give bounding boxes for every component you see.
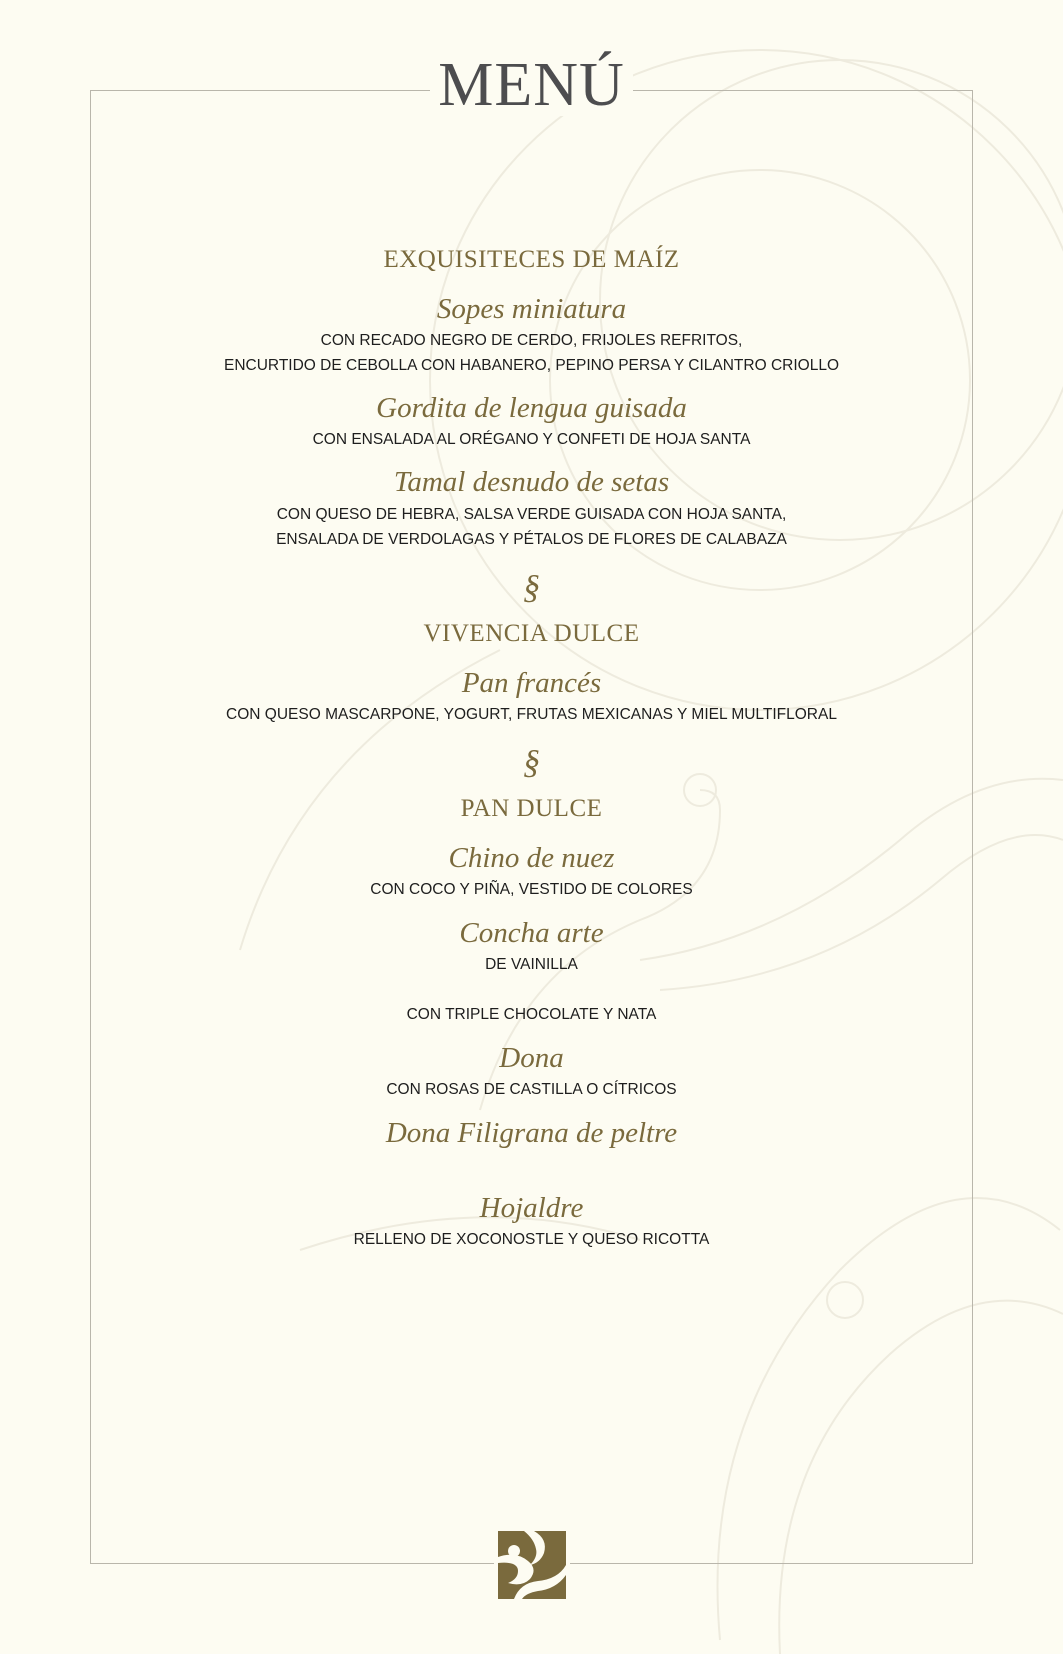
section-separator: § — [523, 744, 540, 781]
dish-description: CON COCO Y PIÑA, VESTIDO DE COLORES — [370, 881, 693, 898]
menu-title: MENÚ — [0, 54, 1063, 116]
section-separator: § — [523, 569, 540, 606]
dish-description: CON RECADO NEGRO DE CERDO, FRIJOLES REFRITOS, — [320, 332, 743, 349]
brand-logo-icon — [494, 1527, 570, 1603]
dish-description: DE VAINILLA — [485, 956, 578, 973]
dish-description: CON QUESO MASCARPONE, YOGURT, FRUTAS MEXICANAS Y MIEL MULTIFLORAL — [226, 706, 837, 723]
dish-name: Sopes miniatura — [436, 293, 627, 325]
dish-description: CON ENSALADA AL ORÉGANO Y CONFETI DE HOJA SANTA — [312, 431, 751, 448]
dish-name: Dona — [499, 1042, 564, 1074]
dish-description: ENSALADA DE VERDOLAGAS Y PÉTALOS DE FLORES DE CALABAZA — [276, 531, 787, 548]
dish-name: Pan francés — [461, 667, 602, 699]
section-heading-maiz: EXQUISITECES DE MAÍZ — [383, 246, 680, 273]
dish-description: CON QUESO DE HEBRA, SALSA VERDE GUISADA CON HOJA SANTA, — [276, 506, 787, 523]
dish-description: ENCURTIDO DE CEBOLLA CON HABANERO, PEPINO PERSA Y CILANTRO CRIOLLO — [224, 357, 839, 374]
dish-description: CON TRIPLE CHOCOLATE Y NATA — [406, 1006, 657, 1023]
dish-name: Tamal desnudo de setas — [393, 466, 670, 498]
dish-name: Gordita de lengua guisada — [376, 392, 687, 424]
dish-name: Chino de nuez — [448, 842, 615, 874]
section-heading-pan-dulce: PAN DULCE — [460, 795, 603, 822]
dish-name: Hojaldre — [479, 1192, 584, 1224]
section-heading-vivencia-dulce: VIVENCIA DULCE — [423, 620, 640, 647]
dish-name: Dona Filigrana de peltre — [385, 1117, 678, 1149]
dish-name: Concha arte — [459, 917, 604, 949]
dish-description: RELLENO DE XOCONOSTLE Y QUESO RICOTTA — [353, 1231, 710, 1248]
dish-description: CON ROSAS DE CASTILLA O CÍTRICOS — [386, 1081, 677, 1098]
